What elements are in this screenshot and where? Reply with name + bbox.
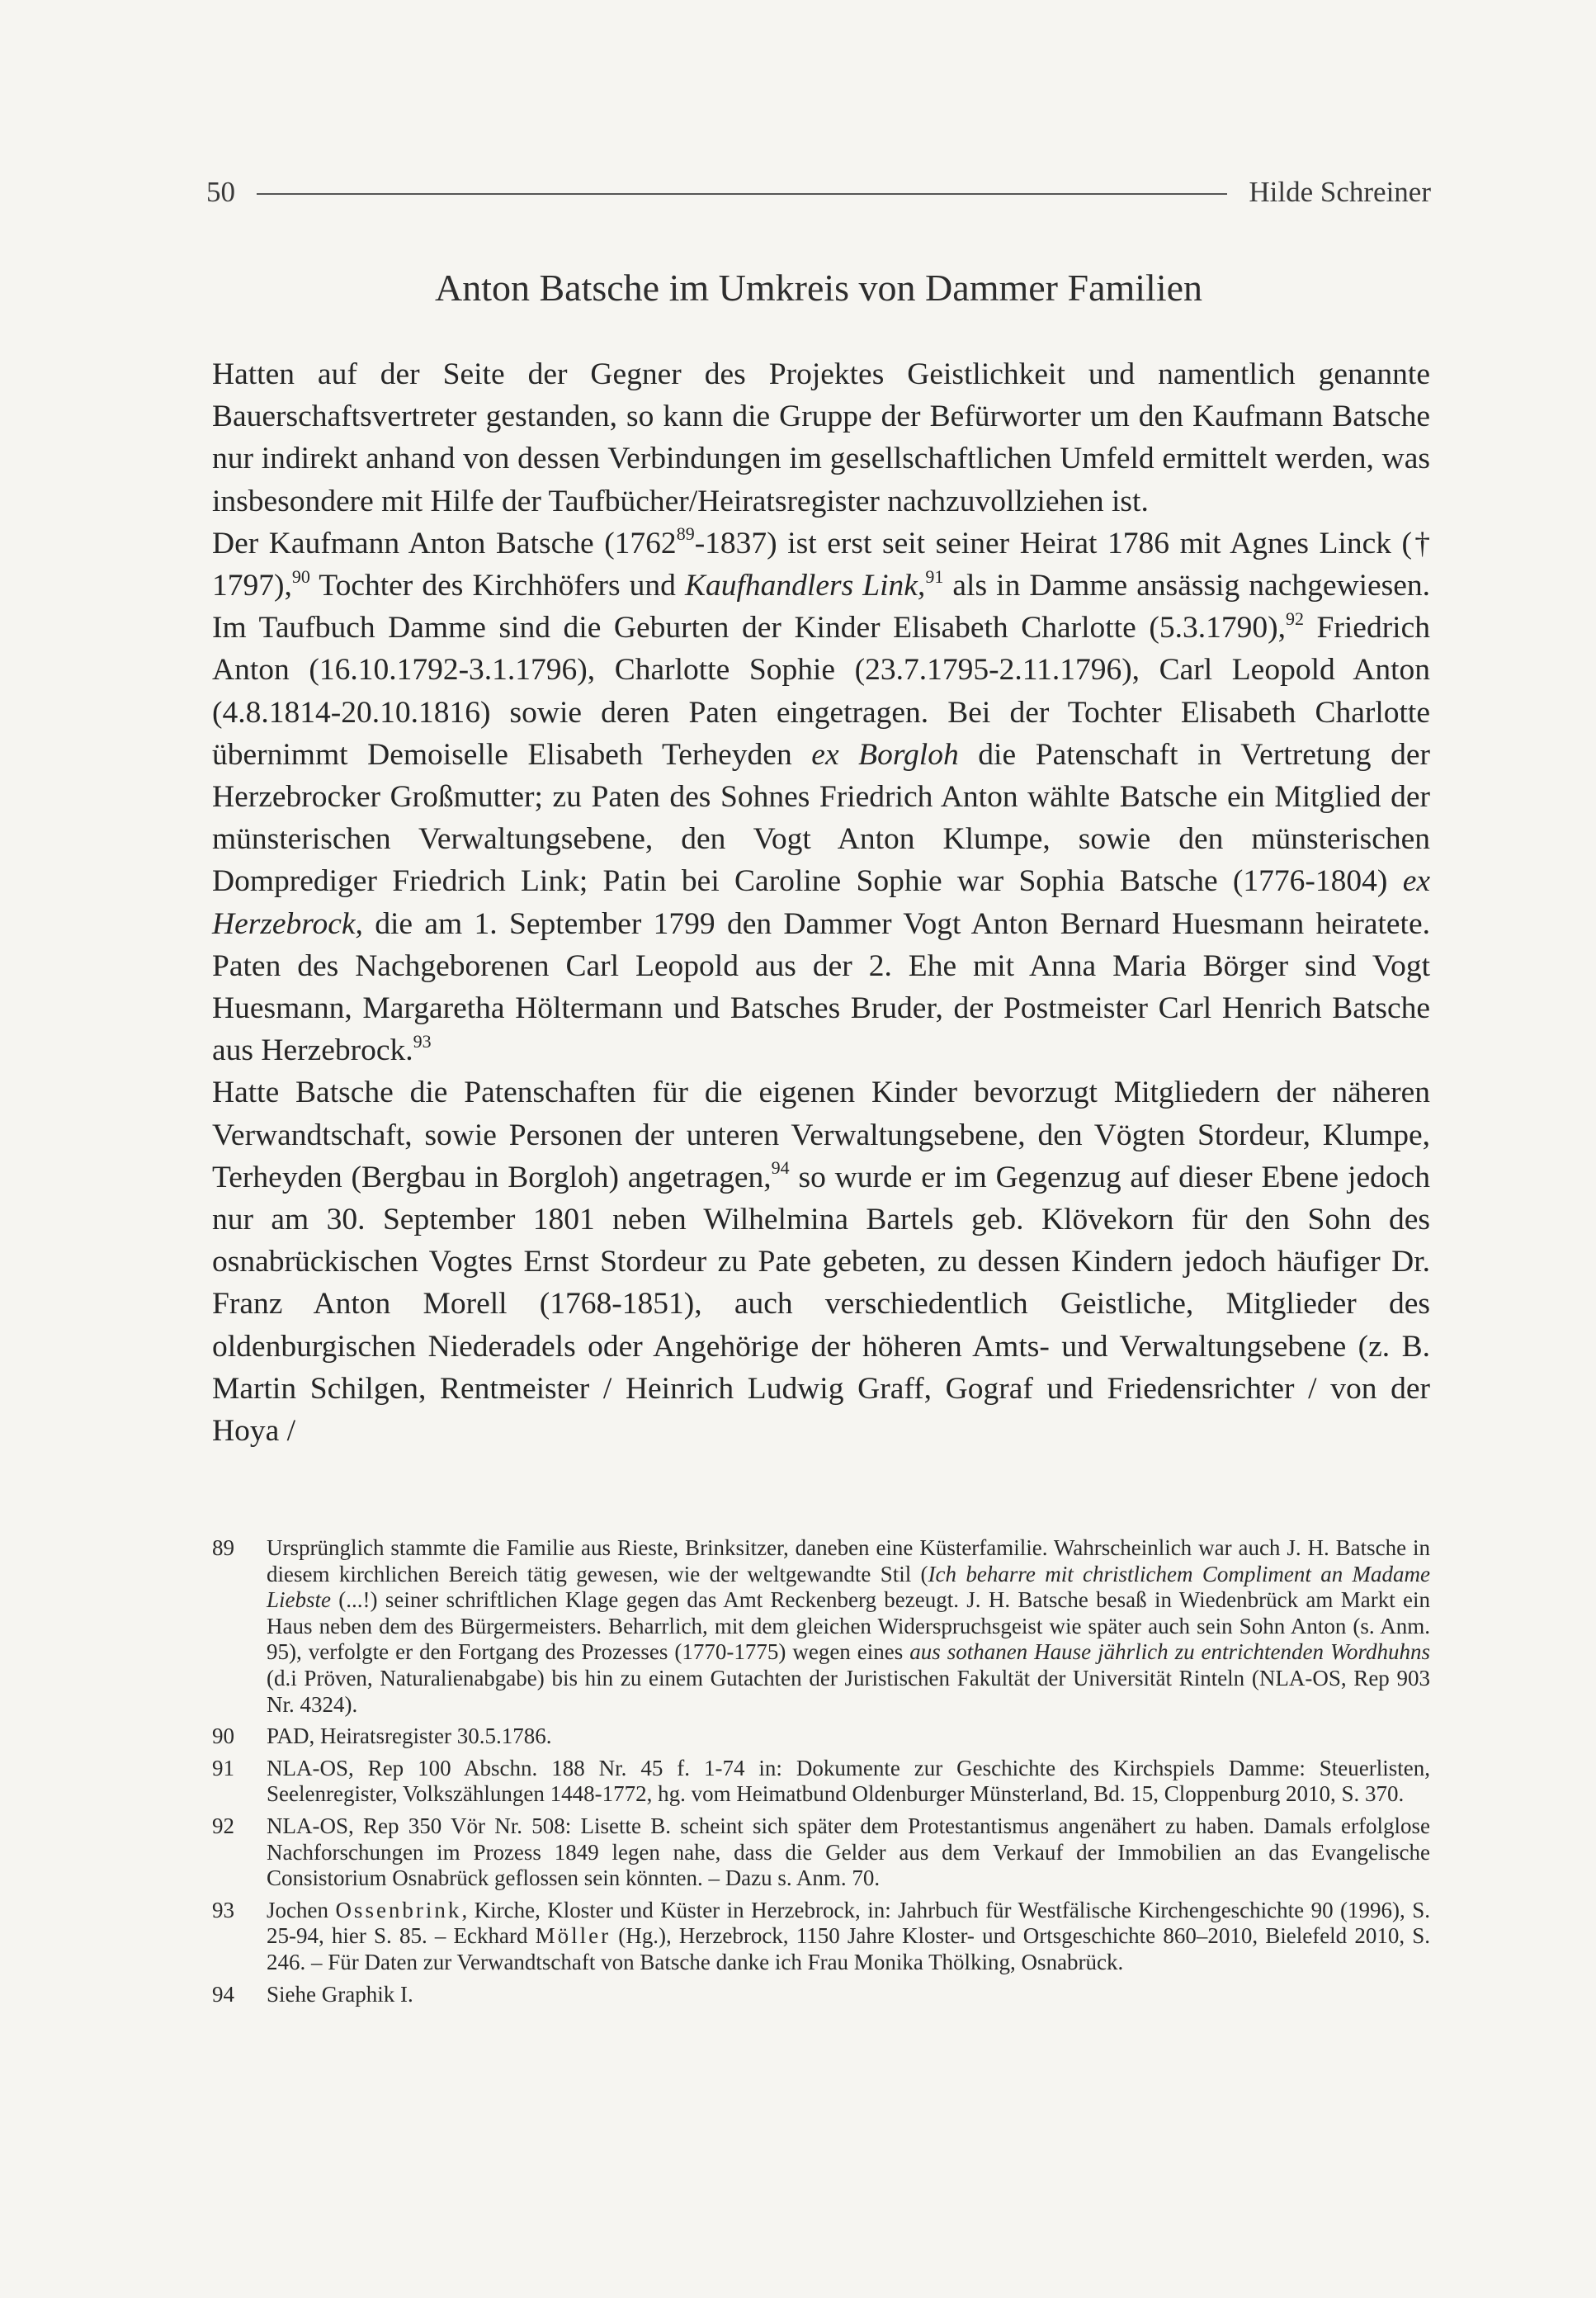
- footnotes: [212, 1535, 1430, 2013]
- footnote-ref-91[interactable]: 91: [925, 565, 944, 587]
- footnote-number: 92: [212, 1813, 234, 1838]
- footnote-93: [212, 1898, 1430, 1976]
- footnote-text: NLA-OS, Rep 350 Vör Nr. 508: Lisette B. scheint sich später dem Protestantismus angenähert zu haben. Damals erfolglose Nachforschungen im Prozess 1849 legen nahe, dass die Gelder aus dem Verkauf der Immobilien an das Evangelische Consistorium Osnabrück geflossen sein könnten. – Dazu s. Anm. 70.: [267, 1813, 1430, 1891]
- body-paragraph-3: Hatte Batsche die Patenschaften für die eigenen Kinder bevorzugt Mitgliedern der näheren Verwandtschaft, sowie Personen der unteren Verwaltungsebene, den Vögten Stordeur, Klumpe, Terheyden (Bergbau in Borgloh) angetragen,$^{94}$ so wurde er im Gegenzug auf dieser Ebene jedoch nur am 30. September 1801 neben Wilhelmina Bartels geb. Klövekorn für den Sohn des osnabrückischen Vogtes Ernst Stordeur zu Pate gebeten, zu dessen Kindern jedoch häufiger Dr. Franz Anton Morell (1768-1851), auch verschiedentlich Geistliche, Mitglieder des oldenburgischen Niederadels oder Angehörige der höheren Amts- und Verwaltungsebene (z. B. Martin Schilgen, Rentmeister / Heinrich Ludwig Graff, Gograf und Friedensrichter / von der Hoya /: [212, 1076, 1430, 1449]
- footnote-text: PAD, Heiratsregister 30.5.1786.: [267, 1724, 552, 1749]
- footnote-94: [212, 1982, 1430, 2008]
- footnote-91: [212, 1756, 1430, 1808]
- footnote-ref-92[interactable]: 92: [1285, 608, 1304, 629]
- footnote-text: Siehe Graphik I.: [267, 1981, 413, 2007]
- running-head: [206, 172, 1431, 213]
- footnote-number: 90: [212, 1724, 234, 1749]
- footnote-text: NLA-OS, Rep 100 Abschn. 188 Nr. 45 f. 1-74 in: Dokumente zur Geschichte des Kirchspiels Damme: Steuerlisten, Seelenregister, Volkszählungen 1448-1772, hg. vom Heimatbund Oldenburger Münsterland, Bd. 15, Cloppenburg 2010, S. 370.: [267, 1755, 1430, 1807]
- footnote-ref-94[interactable]: 94: [771, 1157, 790, 1179]
- running-head-author: Hilde Schreiner: [1249, 176, 1431, 208]
- footnote-number: 93: [212, 1897, 234, 1922]
- footnote-92: [212, 1813, 1430, 1892]
- body-text: [212, 353, 1430, 1452]
- footnote-ref-89[interactable]: 89: [676, 523, 695, 545]
- footnote-number: 94: [212, 1981, 234, 2007]
- footnote-89: [212, 1535, 1430, 1718]
- footnote-90: [212, 1724, 1430, 1750]
- footnote-text: Jochen Ossenbrink, Kirche, Kloster und Küster in Herzebrock, in: Jahrbuch für Westfälische Kirchengeschichte 90 (1996), S. 25-94, hier S. 85. – Eckhard Möller (Hg.), Herzebrock, 1150 Jahre Kloster- und Ortsgeschichte 860–2010, Bielefeld 2010, S. 246. – Für Daten zur Verwandtschaft von Batsche danke ich Frau Monika Thölking, Osnabrück.: [267, 1897, 1431, 1974]
- footnote-number: 91: [212, 1755, 234, 1780]
- page-number: 50: [206, 176, 235, 208]
- footnote-ref-90[interactable]: 90: [291, 565, 310, 587]
- body-paragraph-2: Der Kaufmann Anton Batsche (1762$^{89}$-1837) ist erst seit seiner Heirat 1786 mit Agnes Linck († 1797),$^{90}$ Tochter des Kirchhöfers und Kaufhandlers Link,$^{91}$ als in Damme ansässig nachgewiesen. Im Taufbuch Damme sind die Geburten der Kinder Elisabeth Charlotte (5.3.1790),$^{92}$ Friedrich Anton (16.10.1792-3.1.1796), Charlotte Sophie (23.7.1795-2.11.1796), Carl Leopold Anton (4.8.1814-20.10.1816) sowie deren Paten eingetragen. Bei der Tochter Elisabeth Charlotte übernimmt Demoiselle Elisabeth Terheyden ex Borgloh die Patenschaft in Vertretung der Herzebrocker Großmutter; zu Paten des Sohnes Friedrich Anton wählte Batsche ein Mitglied der münsterischen Verwaltungsebene, den Vogt Anton Klumpe, sowie den münsterischen Domprediger Friedrich Link; Patin bei Caroline Sophie war Sophia Batsche (1776-1804) ex Herzebrock, die am 1. September 1799 den Dammer Vogt Anton Bernard Huesmann heiratete. Paten des Nachgeborenen Carl Leopold aus der 2. Ehe mit Anna Maria Börger sind Vogt Huesmann, Margaretha Höltermann und Batsches Bruder, der Postmeister Carl Henrich Batsche aus Herzebrock.$^{93}$: [212, 523, 1430, 1068]
- header-rule: [257, 193, 1227, 195]
- footnote-text: Ursprünglich stammte die Familie aus Rieste, Brinksitzer, daneben eine Küsterfamilie. Wahrscheinlich war auch J. H. Batsche in diesem kirchlichen Bereich tätig gewesen, wie der weltgewandte Stil (Ich beharre mit christlichem Compliment an Madame Liebste (...!) seiner schriftlichen Klage gegen das Amt Reckenberg bezeugt. J. H. Batsche besaß in Wiedenbrück am Markt ein Haus neben dem des Bürgermeisters. Beharrlich, mit dem gleichen Widerspruchsgeist wie später auch sein Sohn Anton (s. Anm. 95), verfolgte er den Fortgang des Prozesses (1770-1775) wegen eines aus sothanen Hause jährlich zu entrichtenden Wordhuhns (d.i Pröven, Naturalienabgabe) bis hin zu einem Gutachten der Juristischen Fakultät der Universität Rinteln (NLA-OS, Rep 903 Nr. 4324).: [267, 1535, 1431, 1717]
- footnote-ref-93[interactable]: 93: [413, 1030, 432, 1052]
- footnote-number: 89: [212, 1535, 234, 1560]
- section-title: Anton Batsche im Umkreis von Dammer Familien: [434, 267, 1203, 309]
- body-paragraph-1: Hatten auf der Seite der Gegner des Projektes Geistlichkeit und namentlich genannte Bauerschaftsvertreter gestanden, so kann die Gruppe der Befürworter um den Kaufmann Batsche nur indirekt anhand von dessen Verbindungen im gesellschaftlichen Umfeld ermittelt werden, was insbesondere mit Hilfe der Taufbücher/Heiratsregister nachzuvollziehen ist.: [212, 357, 1430, 518]
